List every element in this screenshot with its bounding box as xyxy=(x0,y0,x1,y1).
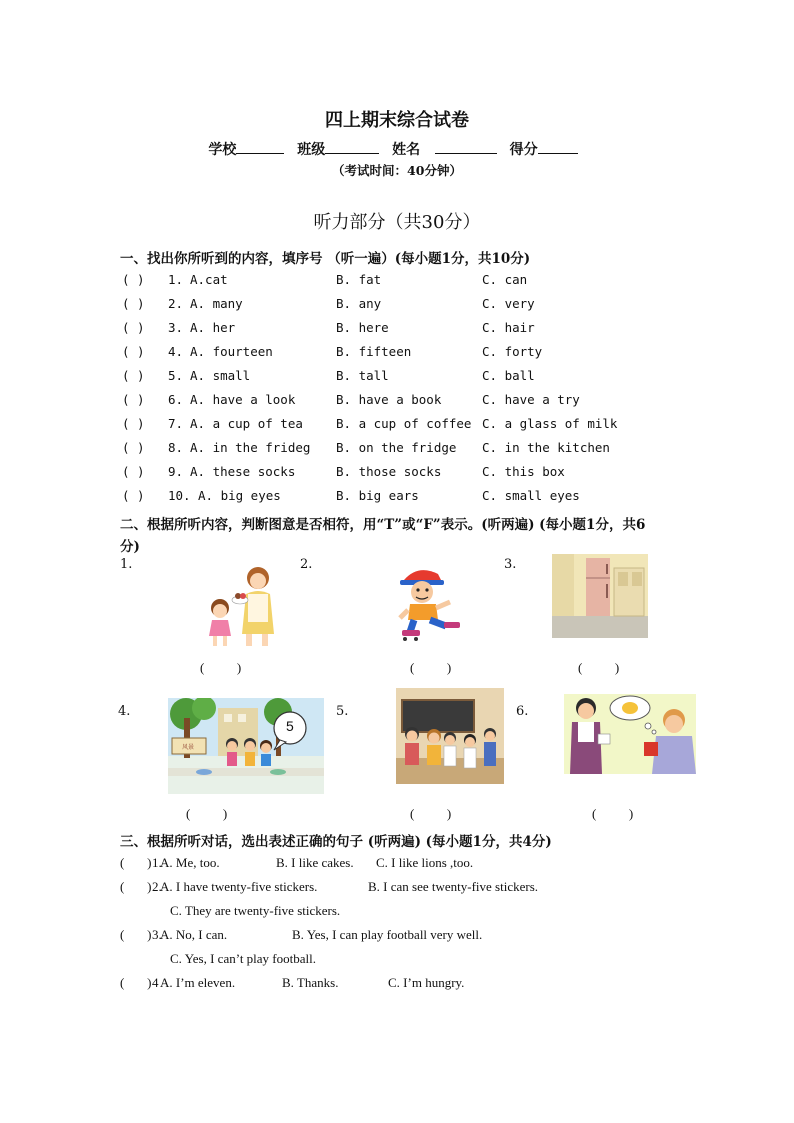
skating-boy-image xyxy=(396,566,464,642)
option-c: C. I’m hungry. xyxy=(388,975,465,990)
header-info xyxy=(0,139,794,159)
score-blank[interactable] xyxy=(538,141,578,154)
option-a: A. I’m eleven. xyxy=(160,975,236,990)
item-number: 2. xyxy=(168,296,184,311)
section2-heading: 二、根据所听内容，判断图意是否相符，用“T”或“F”表示。(听两遍) (每小题1分，共6 xyxy=(120,517,646,533)
option-a: A. in the frideg xyxy=(190,440,311,455)
section3-heading: 三、根据所听对话，选出表述正确的句子 (听两遍) (每小题1分，共4分) xyxy=(120,834,552,850)
exam-time: （考试时间：40分钟） xyxy=(332,163,462,178)
pic-item-4-number: 4. xyxy=(118,704,131,719)
answer-blank[interactable]: ( ) xyxy=(120,879,152,894)
option-b: B. Yes, I can play football very well. xyxy=(292,927,483,942)
picture-answer-blank[interactable]: ( ) xyxy=(186,806,228,821)
item-number: 9. xyxy=(168,464,184,479)
section3-item xyxy=(120,975,680,993)
item-number: 6. xyxy=(168,392,184,407)
option-c: C. They are twenty-five stickers. xyxy=(170,903,341,918)
option-a: A. her xyxy=(190,320,236,335)
name-blank[interactable] xyxy=(435,141,497,154)
option-c: C. have a try xyxy=(482,392,580,407)
answer-blank[interactable]: ( ) xyxy=(120,975,152,990)
item-number: 7. xyxy=(168,416,184,431)
option-b: B. big ears xyxy=(336,488,419,503)
kitchen-fridge-image xyxy=(552,554,648,638)
option-b: B. those socks xyxy=(336,464,442,479)
picture-answer-blank[interactable]: ( ) xyxy=(410,806,452,821)
pic-item-5-number: 5. xyxy=(336,704,349,719)
option-a: A. Me, too. xyxy=(160,855,220,870)
option-b: B. a cup of coffee xyxy=(336,416,472,431)
thinking-egg-image xyxy=(564,694,696,774)
picture-answer-blank[interactable]: ( ) xyxy=(592,806,634,821)
score-label: 得分 xyxy=(509,142,538,158)
option-c: C. Yes, I can’t play football. xyxy=(170,951,316,966)
option-b: B. I can see twenty-five stickers. xyxy=(368,879,539,894)
picture-answer-blank[interactable]: ( ) xyxy=(578,660,620,675)
section3-item xyxy=(120,927,680,945)
option-b: B. have a book xyxy=(336,392,442,407)
option-c: C. forty xyxy=(482,344,543,359)
option-b: B. Thanks. xyxy=(282,975,339,990)
section3-item xyxy=(120,855,680,873)
pic-item-2-number: 2. xyxy=(300,557,313,572)
option-c: C. ball xyxy=(482,368,535,383)
item-number: 4. xyxy=(168,344,184,359)
answer-blank[interactable]: ( ) xyxy=(122,296,145,311)
option-c: C. hair xyxy=(482,320,535,335)
class-blank[interactable] xyxy=(325,141,379,154)
option-a: A. many xyxy=(190,296,243,311)
pic-item-3-number: 3. xyxy=(504,557,517,572)
answer-blank[interactable]: ( ) xyxy=(122,440,145,455)
option-a: A. have a look xyxy=(190,392,296,407)
option-a: A. big eyes xyxy=(198,488,281,503)
option-a: A. these socks xyxy=(190,464,296,479)
section3-item xyxy=(120,951,680,969)
answer-blank[interactable]: ( ) xyxy=(122,368,145,383)
pic-item-6-number: 6. xyxy=(516,704,529,719)
class-label: 班级 xyxy=(297,142,326,158)
answer-blank[interactable]: ( ) xyxy=(122,416,145,431)
option-c: C. I like lions ,too. xyxy=(376,855,474,870)
answer-blank[interactable]: ( ) xyxy=(122,488,145,503)
section3-item xyxy=(120,879,680,897)
option-b: B. fifteen xyxy=(336,344,412,359)
option-b: B. any xyxy=(336,296,382,311)
answer-blank[interactable]: ( ) xyxy=(122,392,145,407)
answer-blank[interactable]: ( ) xyxy=(122,344,145,359)
answer-blank[interactable]: ( ) xyxy=(122,320,145,335)
school-blank[interactable] xyxy=(236,141,284,154)
option-c: C. very xyxy=(482,296,535,311)
speech-bubble-number: 5 xyxy=(286,718,294,734)
option-b: B. tall xyxy=(336,368,389,383)
option-a: A. a cup of tea xyxy=(190,416,303,431)
option-a: A. No, I can. xyxy=(160,927,228,942)
picture-answer-blank[interactable]: ( ) xyxy=(410,660,452,675)
item-number: 1. xyxy=(152,855,162,870)
section3-item xyxy=(120,903,680,921)
option-c: C. in the kitchen xyxy=(482,440,610,455)
mother-daughter-cake-image xyxy=(190,564,282,648)
classroom-image xyxy=(396,688,504,784)
part-title: 听力部分（共30分） xyxy=(313,212,481,233)
section1-heading: 一、找出你所听到的内容，填序号 （听一遍）(每小题1分，共10分) xyxy=(120,251,531,267)
item-number: 1. xyxy=(168,272,184,287)
option-a: A. I have twenty-five stickers. xyxy=(160,879,318,894)
svg-text:风景: 风景 xyxy=(182,744,195,751)
option-a: A. small xyxy=(190,368,251,383)
option-c: C. small eyes xyxy=(482,488,580,503)
item-number: 5. xyxy=(168,368,184,383)
item-number: 4 xyxy=(152,975,159,990)
page-title: 四上期末综合试卷 xyxy=(325,110,469,131)
item-number: 2. xyxy=(152,879,162,894)
picture-answer-blank[interactable]: ( ) xyxy=(200,660,242,675)
item-number: 10. xyxy=(168,488,191,503)
option-a: A. fourteen xyxy=(190,344,273,359)
option-c: C. a glass of milk xyxy=(482,416,618,431)
option-a: A.cat xyxy=(190,272,228,287)
school-label: 学校 xyxy=(208,142,237,158)
answer-blank[interactable]: ( ) xyxy=(122,272,145,287)
name-label: 姓名 xyxy=(392,142,421,158)
item-number: 8. xyxy=(168,440,184,455)
option-b: B. fat xyxy=(336,272,382,287)
answer-blank[interactable]: ( ) xyxy=(120,855,152,870)
option-b: B. I like cakes. xyxy=(276,855,354,870)
answer-blank[interactable]: ( ) xyxy=(120,927,152,942)
park-scene-image xyxy=(168,698,324,794)
option-c: C. can xyxy=(482,272,528,287)
section2-heading-cont: 分) xyxy=(120,539,140,555)
item-number: 3. xyxy=(152,927,162,942)
pic-item-1-number: 1. xyxy=(120,557,133,572)
option-b: B. here xyxy=(336,320,389,335)
option-b: B. on the fridge xyxy=(336,440,457,455)
answer-blank[interactable]: ( ) xyxy=(122,464,145,479)
option-c: C. this box xyxy=(482,464,565,479)
item-number: 3. xyxy=(168,320,184,335)
